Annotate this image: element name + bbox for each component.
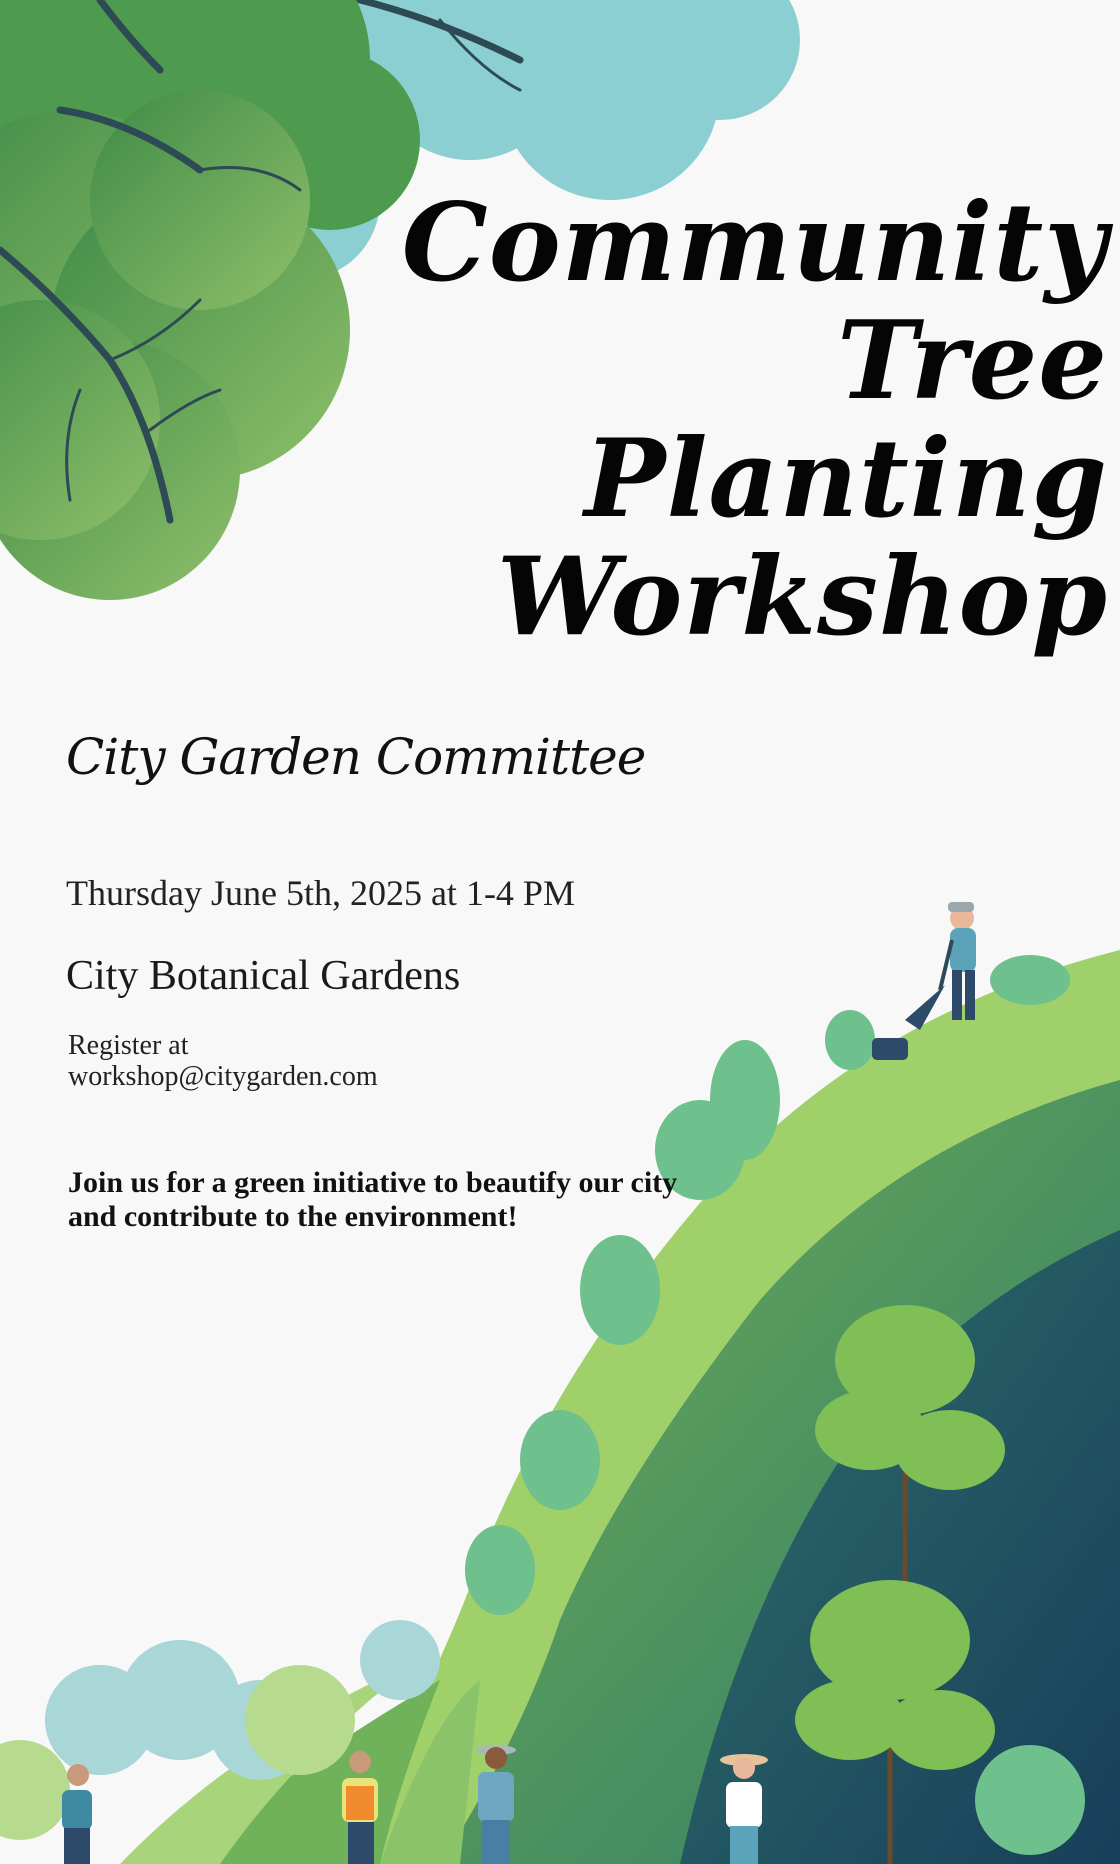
registration-info bbox=[68, 1030, 378, 1092]
title-line-4: Workshop bbox=[496, 534, 1108, 660]
title-line-2: Tree bbox=[837, 298, 1108, 424]
title-line-1: Community bbox=[401, 180, 1108, 306]
organizer-name: City Garden Committee bbox=[66, 728, 646, 786]
register-email: workshop@citygarden.com bbox=[68, 1061, 378, 1092]
event-description: Join us for a green initiative to beautify our city and contribute to the environment! bbox=[68, 1166, 678, 1233]
event-venue: City Botanical Gardens bbox=[66, 953, 461, 999]
event-date-time: Thursday June 5th, 2025 at 1-4 PM bbox=[66, 873, 575, 913]
title-line-3: Planting bbox=[584, 416, 1108, 542]
poster-title bbox=[348, 180, 1108, 660]
register-label: Register at bbox=[68, 1030, 189, 1061]
